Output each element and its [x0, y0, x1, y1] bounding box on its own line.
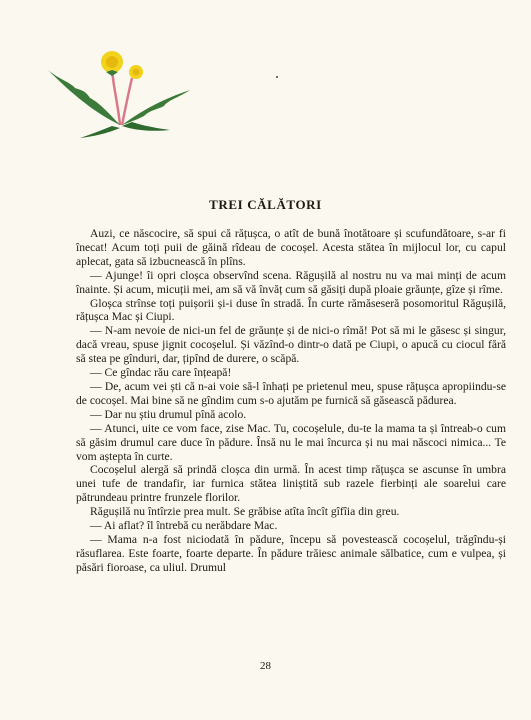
dandelion-illustration	[40, 40, 210, 140]
paragraph: — Atunci, uite ce vom face, zise Mac. Tu, cocoșelule, du-te la mama ta și întreab-o cum să găsim drumul care duce în pădure. Însă nu le mai încurca și nu mai născoci nimica... Te vom aștepta în curte.	[76, 421, 506, 463]
paragraph: — Ai aflat? îl întrebă cu nerăbdare Mac.	[90, 519, 278, 533]
paragraph: Răgușilă nu întîrzie prea mult. Se grăbise atîta încît gîfîia din greu.	[90, 505, 400, 519]
story-title: TREI CĂLĂTORI	[209, 197, 322, 212]
paragraph: Auzi, ce născocire, să spui că rățușca, o atît de bună înotătoare și scufundătoare, s-ar fi înecat! Acum toți puii de găină rîdeau de cocoșel. Acesta stătea în mijlocul lor, cu capul aplecat, gata să izbucnească în plîns.	[76, 227, 506, 268]
ink-dot	[276, 76, 278, 78]
paragraph: Cocoșelul alergă să prindă cloșca din urmă. În acest timp rățușca se ascunse în umbra unei tufe de trandafir, iar furnica stătea liniștită sub razele fierbinți ale soarelui care pătrundeau printre frunzele florilor.	[76, 463, 506, 505]
paragraph: — Ajunge! îi opri cloșca observînd scena. Răgușilă al nostru nu va mai minți de acum înainte. Și acum, micuții mei, am să vă învăț cum să găsiți după ploaie grăunțe, gîze și rîme.	[76, 268, 506, 296]
paragraph: Gloșca strînse toți puișorii și-i duse în stradă. În curte rămăseseră posomoritul Răgușilă, rățușca Mac și Ciupi.	[76, 296, 506, 324]
page-number: 28	[260, 660, 271, 672]
paragraph: — Mama n-a fost niciodată în pădure, începu să povestească cocoșelul, trăgîndu-și răsuflarea. Este foarte, foarte departe. În pădure trăiesc animale sălbatice, cum e vulpea, și păsări fioroase, ca uliul. Drumul	[76, 532, 506, 574]
paragraph: — Ce gîndac rău care înțeapă!	[90, 366, 232, 380]
story-body	[76, 227, 506, 575]
paragraph: — Dar nu știu drumul pînă acolo.	[90, 407, 247, 421]
paragraph: — De, acum vei ști că n-ai voie să-l înhați pe prietenul meu, spuse rățușca apropiindu-se de cocoșel. Mai bine să ne gîndim cum s-o ajutăm pe furnică să găsească pădurea.	[76, 379, 506, 407]
paragraph: — N-am nevoie de nici-un fel de grăunțe și de nici-o rîmă! Pot să mi le găsesc și singur, dacă vreau, spuse jignit cocoșelul. Și văzînd-o dintr-o dată pe Ciupi, o apucă cu ciocul fără să stea pe gînduri, dar, țipînd de durere, o scăpă.	[76, 324, 506, 366]
